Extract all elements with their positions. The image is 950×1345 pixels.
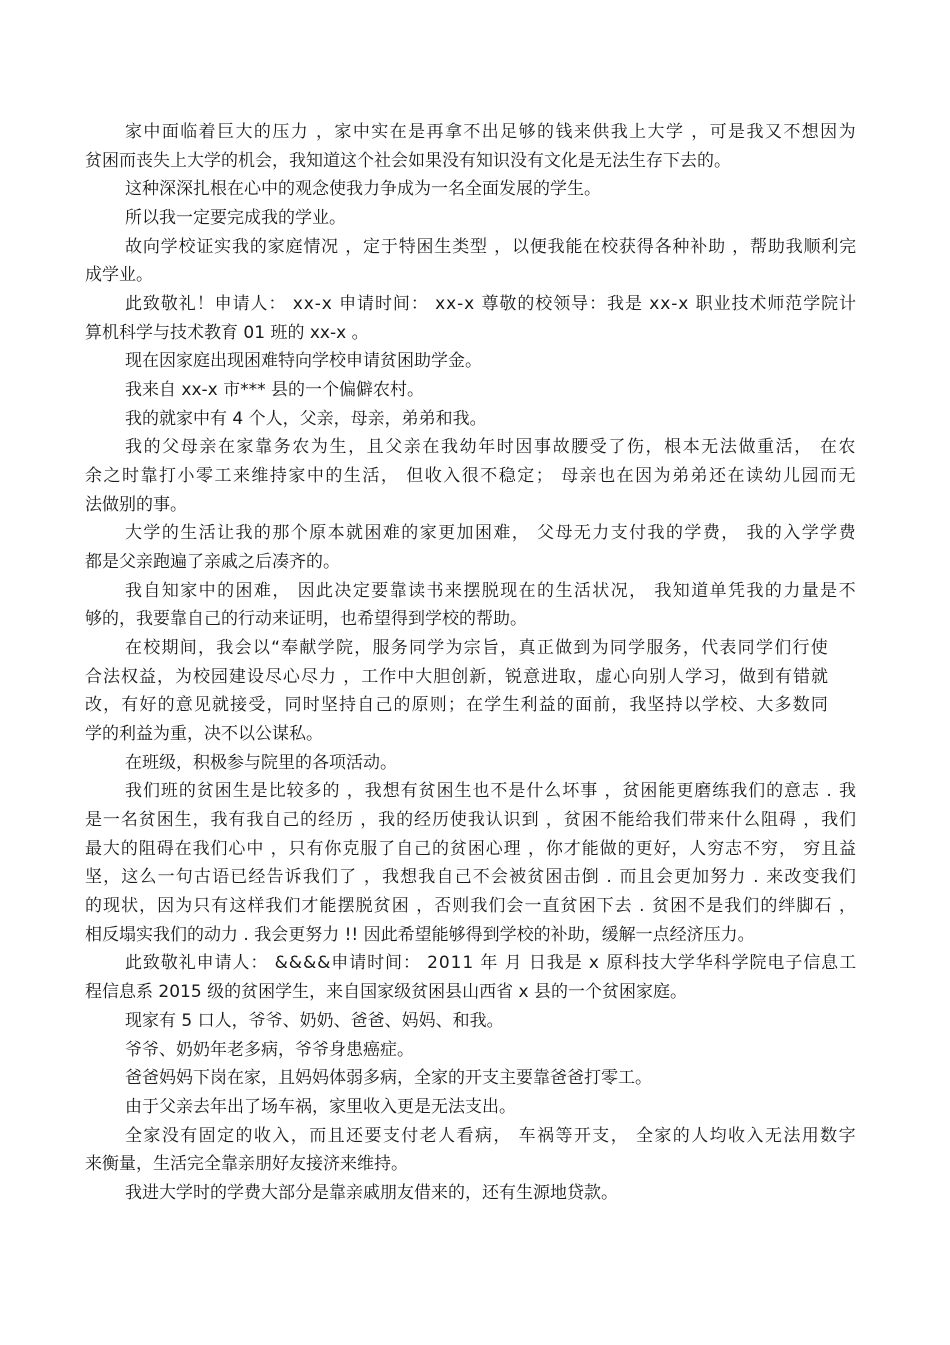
text-line: 由于父亲去年出了场车祸，家里收入更是无法支出。 bbox=[125, 1096, 516, 1117]
text-line: 算机科学与技术教育 01 班的 xx-x 。 bbox=[85, 322, 369, 343]
text-line: 故向学校证实我的家庭情况 ，定于特困生类型 ，以便我能在校获得各种补助 ，帮助我顺利完 bbox=[125, 236, 857, 257]
text-line: 法做别的事。 bbox=[85, 494, 187, 515]
paragraph bbox=[85, 405, 858, 434]
paragraph bbox=[85, 175, 858, 204]
text-line: 坚，这么一句古语已经告诉我们了 ，我想我自己不会被贫困击倒 . 而且会更加努力 . 来改变我们 bbox=[85, 867, 857, 888]
text-line: 成学业。 bbox=[85, 265, 153, 286]
paragraph bbox=[85, 233, 858, 290]
text-line: 相反塌实我们的动力 . 我会更努力 !! 因此希望能够得到学校的补助，缓解一点经济压力。 bbox=[85, 924, 755, 945]
text-line: 我自知家中的困难， 因此决定要靠读书来摆脱现在的生活状况， 我知道单凭我的力量是不 bbox=[125, 580, 857, 601]
text-line: 来衡量，生活完全靠亲朋好友接济来维持。 bbox=[85, 1154, 408, 1175]
paragraph bbox=[85, 1093, 858, 1122]
text-line: 我进大学时的学费大部分是靠亲戚朋友借来的，还有生源地贷款。 bbox=[125, 1182, 618, 1203]
paragraph bbox=[85, 1007, 858, 1036]
paragraph bbox=[85, 376, 858, 405]
text-line: 程信息系 2015 级的贫困学生，来自国家级贫困县山西省 x 县的一个贫困家庭。 bbox=[85, 982, 687, 1003]
paragraph bbox=[85, 1064, 858, 1093]
paragraph bbox=[85, 204, 858, 233]
text-line: 此致敬礼申请人： &&&&申请时间： 2011 年 月 日我是 x 原科技大学华科学院电子信息工 bbox=[125, 953, 857, 974]
text-line: 合法权益，为校园建设尽心尽力 ，工作中大胆创新，锐意进取，虚心向别人学习，做到有错就 bbox=[85, 666, 829, 687]
paragraph bbox=[85, 949, 858, 1006]
text-line: 的现状，因为只有这样我们才能摆脱贫困 ，否则我们会一直贫困下去 . 贫困不是我们的绊脚石 ， bbox=[85, 896, 857, 917]
text-line: 大学的生活让我的那个原本就困难的家更加困难， 父母无力支付我的学费， 我的入学学费 bbox=[125, 523, 857, 544]
text-line: 全家没有固定的收入，而且还要支付老人看病， 车祸等开支， 全家的人均收入无法用数字 bbox=[125, 1125, 857, 1146]
text-line: 现家有 5 口人，爷爷、奶奶、爸爸、妈妈、和我。 bbox=[125, 1010, 504, 1031]
text-line: 是一名贫困生，我有我自己的经历 ，我的经历使我认识到 ，贫困不能给我们带来什么阻碍 ，我们 bbox=[85, 810, 857, 831]
text-line: 家中面临着巨大的压力 ，家中实在是再拿不出足够的钱来供我上大学 ，可是我又不想因为 bbox=[125, 122, 857, 142]
text-line: 现在因家庭出现困难特向学校申请贫困助学金。 bbox=[125, 351, 482, 372]
paragraph bbox=[85, 577, 858, 634]
text-line: 都是父亲跑遍了亲戚之后凑齐的。 bbox=[85, 552, 340, 573]
paragraph bbox=[85, 634, 858, 749]
paragraph bbox=[85, 118, 858, 175]
text-line: 这种深深扎根在心中的观念使我力争成为一名全面发展的学生。 bbox=[125, 179, 601, 200]
paragraph bbox=[85, 1036, 858, 1065]
text-line: 够的，我要靠自己的行动来证明，也希望得到学校的帮助。 bbox=[85, 609, 527, 630]
paragraph bbox=[85, 1122, 858, 1179]
text-line: 我的就家中有 4 个人，父亲，母亲，弟弟和我。 bbox=[125, 408, 487, 429]
text-line: 在班级，积极参与院里的各项活动。 bbox=[125, 752, 397, 773]
paragraph bbox=[85, 290, 858, 347]
paragraph bbox=[85, 777, 858, 949]
paragraph bbox=[85, 749, 858, 778]
text-line: 贫困而丧失上大学的机会，我知道这个社会如果没有知识没有文化是无法生存下去的。 bbox=[85, 150, 731, 171]
text-line: 我来自 xx-x 市*** 县的一个偏僻农村。 bbox=[125, 380, 425, 401]
text-line: 爷爷、奶奶年老多病，爷爷身患癌症。 bbox=[125, 1039, 414, 1060]
text-line: 我们班的贫困生是比较多的 ，我想有贫困生也不是什么坏事 ，贫困能更磨练我们的意志 . 我 bbox=[125, 781, 857, 802]
document-body bbox=[85, 118, 858, 1208]
paragraph bbox=[85, 1179, 858, 1208]
text-line: 最大的阻碍在我们心中 ，只有你克服了自己的贫困心理 ，你才能做的更好，人穷志不穷， 穷且益 bbox=[85, 838, 857, 859]
text-line: 在校期间，我会以“奉献学院，服务同学为宗旨，真正做到为同学服务，代表同学们行使 bbox=[125, 638, 829, 659]
text-line: 所以我一定要完成我的学业。 bbox=[125, 208, 346, 229]
paragraph bbox=[85, 433, 858, 519]
paragraph bbox=[85, 519, 858, 576]
text-line: 改，有好的意见就接受，同时坚持自己的原则；在学生利益的面前，我坚持以学校、大多数同 bbox=[85, 695, 829, 716]
text-line: 爸爸妈妈下岗在家，且妈妈体弱多病，全家的开支主要靠爸爸打零工。 bbox=[125, 1068, 652, 1089]
text-line: 此致敬礼！申请人： xx-x 申请时间： xx-x 尊敬的校领导：我是 xx-x 职业技术师范学院计 bbox=[125, 294, 857, 315]
text-line: 学的利益为重，决不以公谋私。 bbox=[85, 724, 323, 745]
text-line: 我的父母亲在家靠务农为生，且父亲在我幼年时因事故腰受了伤，根本无法做重活， 在农 bbox=[125, 437, 857, 458]
text-line: 余之时靠打小零工来维持家中的生活， 但收入很不稳定； 母亲也在因为弟弟还在读幼儿园而无 bbox=[85, 466, 857, 487]
paragraph bbox=[85, 347, 858, 376]
